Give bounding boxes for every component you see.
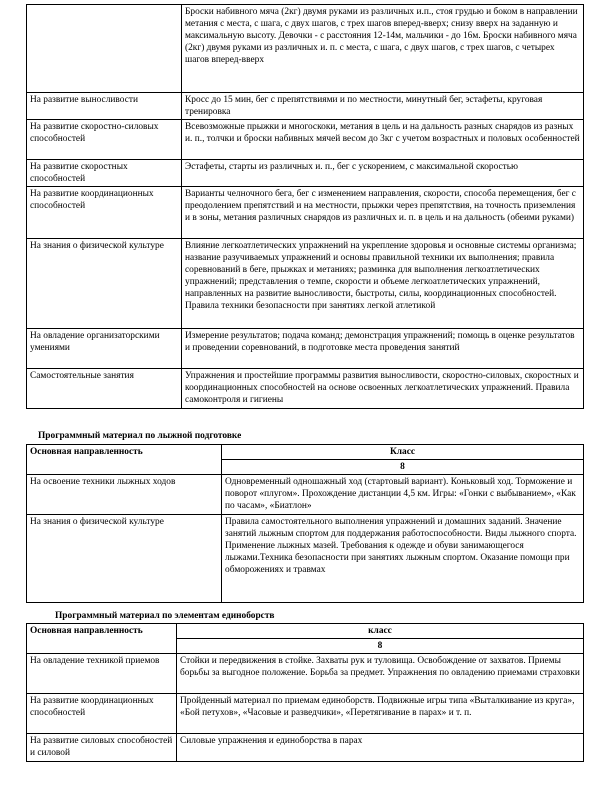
row-label: На знания о физической культуре (27, 515, 222, 603)
table-row (27, 654, 584, 694)
header-grade: 8 (222, 460, 584, 475)
row-content: Эстафеты, старты из различных и. п., бег с ускорением, с максимальной скоростью (182, 160, 584, 187)
table-row (27, 160, 584, 187)
row-label: На развитие координационных способностей (27, 694, 177, 734)
table-header-row (27, 445, 584, 460)
row-content: Упражнения и простейшие программы развития выносливости, скоростно-силовых, скоростных и координационных способностей на основе освоенных легкоатлетических упражнений. Правила самоконтроля и гигиены (182, 369, 584, 409)
row-content: Кросс до 15 мин, бег с препятствиями и по местности, минутный бег, эстафеты, круговая тренировка (182, 93, 584, 120)
row-content: Правила самостоятельного выполнения упражнений и домашних заданий. Значение занятий лыжным спортом для поддержания работоспособности. Виды лыжного спорта. Применение лыжных мазей. Требования к одежде и обуви занимающегося лыжами.Техника безопасности при занятиях лыжным спортом. Оказание помощи при обморожениях и травмах (222, 515, 584, 603)
row-content: Броски набивного мяча (2кг) двумя руками из различных и.п., стоя грудью и боком в направлении метания с места, с шага, с двух шагов, с трех шагов вперед-вверх; снизу вверх на заданную и максимальную высоту. Девочки - с расстояния 12-14м, мальчики - до 16м. Броски набивного мяча (2кг) двумя руками из различных и. п. с места, с шага, с двух шагов, с трех шагов, с четырех шагов вперед-вверх (182, 5, 584, 93)
table-row (27, 369, 584, 409)
row-content: Силовые упражнения и единоборства в парах (177, 734, 584, 762)
row-label: На знания о физической культуре (27, 239, 182, 329)
row-label (27, 5, 182, 93)
row-label: На развитие скоростно-силовых способностей (27, 120, 182, 160)
row-label: На развитие выносливости (27, 93, 182, 120)
table-row (27, 187, 584, 239)
header-direction: Основная направленность (27, 445, 222, 475)
row-content: Всевозможные прыжки и многоскоки, метания в цель и на дальность разных снарядов из разных и. п., толчки и броски набивных мячей весом до 3кг с учетом возрастных и половых особенностей (182, 120, 584, 160)
table-row (27, 93, 584, 120)
ski-training-table (26, 444, 584, 603)
table-row (27, 329, 584, 369)
row-label: Самостоятельные занятия (27, 369, 182, 409)
ski-training-caption: Программный материал по лыжной подготовке (38, 431, 242, 441)
table-row (27, 120, 584, 160)
martial-arts-caption: Программный материал по элементам единоборств (55, 611, 275, 621)
table-row (27, 5, 584, 93)
header-class: класс (177, 624, 584, 639)
row-content: Пройденный материал по приемам единоборств. Подвижные игры типа «Выталкивание из круга», «Бой петухов», «Часовые и разведчики», «Перетягивание в парах» и т. п. (177, 694, 584, 734)
row-label: На освоение техники лыжных ходов (27, 475, 222, 515)
row-content: Влияние легкоатлетических упражнений на укрепление здоровья и основные системы организма; название разучиваемых упражнений и основы правильной техники их выполнения; правила соревнований в беге, прыжках и метаниях; разминка для выполнения легкоатлетических упражнений; представления о темпе, скорости и объеме легкоатлетических упражнений, направленных на развитие выносливости, быстроты, силы, координационных способностей. Правила техники безопасности при занятиях легкой атлетикой (182, 239, 584, 329)
table-row (27, 239, 584, 329)
row-content: Одновременный одношажный ход (стартовый вариант). Коньковый ход. Торможение и поворот «плугом». Прохождение дистанции 4,5 км. Игры: «Гонки с выбыванием», «Как по часам», «Биатлон» (222, 475, 584, 515)
table-row (27, 694, 584, 734)
row-label: На развитие координационных способностей (27, 187, 182, 239)
row-label: На развитие силовых способностей и силовой (27, 734, 177, 762)
table-row (27, 734, 584, 762)
row-content: Варианты челночного бега, бег с изменением направления, скорости, способа перемещения, бег с преодолением препятствий и на местности, прыжки через препятствия, на точность приземления и в зоны, метания различных снарядов из различных и. п. в цель и на дальность (обеими руками) (182, 187, 584, 239)
athletics-table (26, 4, 584, 409)
row-label: На развитие скоростных способностей (27, 160, 182, 187)
table-row (27, 475, 584, 515)
row-label: На овладение техникой приемов (27, 654, 177, 694)
row-content: Измерение результатов; подача команд; демонстрация упражнений; помощь в оценке результатов и проведении соревнований, в подготовке места проведения занятий (182, 329, 584, 369)
row-content: Стойки и передвижения в стойке. Захваты рук и туловища. Освобождение от захватов. Приемы борьбы за выгодное положение. Борьба за предмет. Упражнения по овладению приемами страховки (177, 654, 584, 694)
row-label: На овладение организаторскими умениями (27, 329, 182, 369)
martial-arts-table (26, 623, 584, 762)
header-class: Класс (222, 445, 584, 460)
header-direction: Основная направленность (27, 624, 177, 654)
header-grade: 8 (177, 639, 584, 654)
table-row (27, 515, 584, 603)
table-header-row (27, 624, 584, 639)
